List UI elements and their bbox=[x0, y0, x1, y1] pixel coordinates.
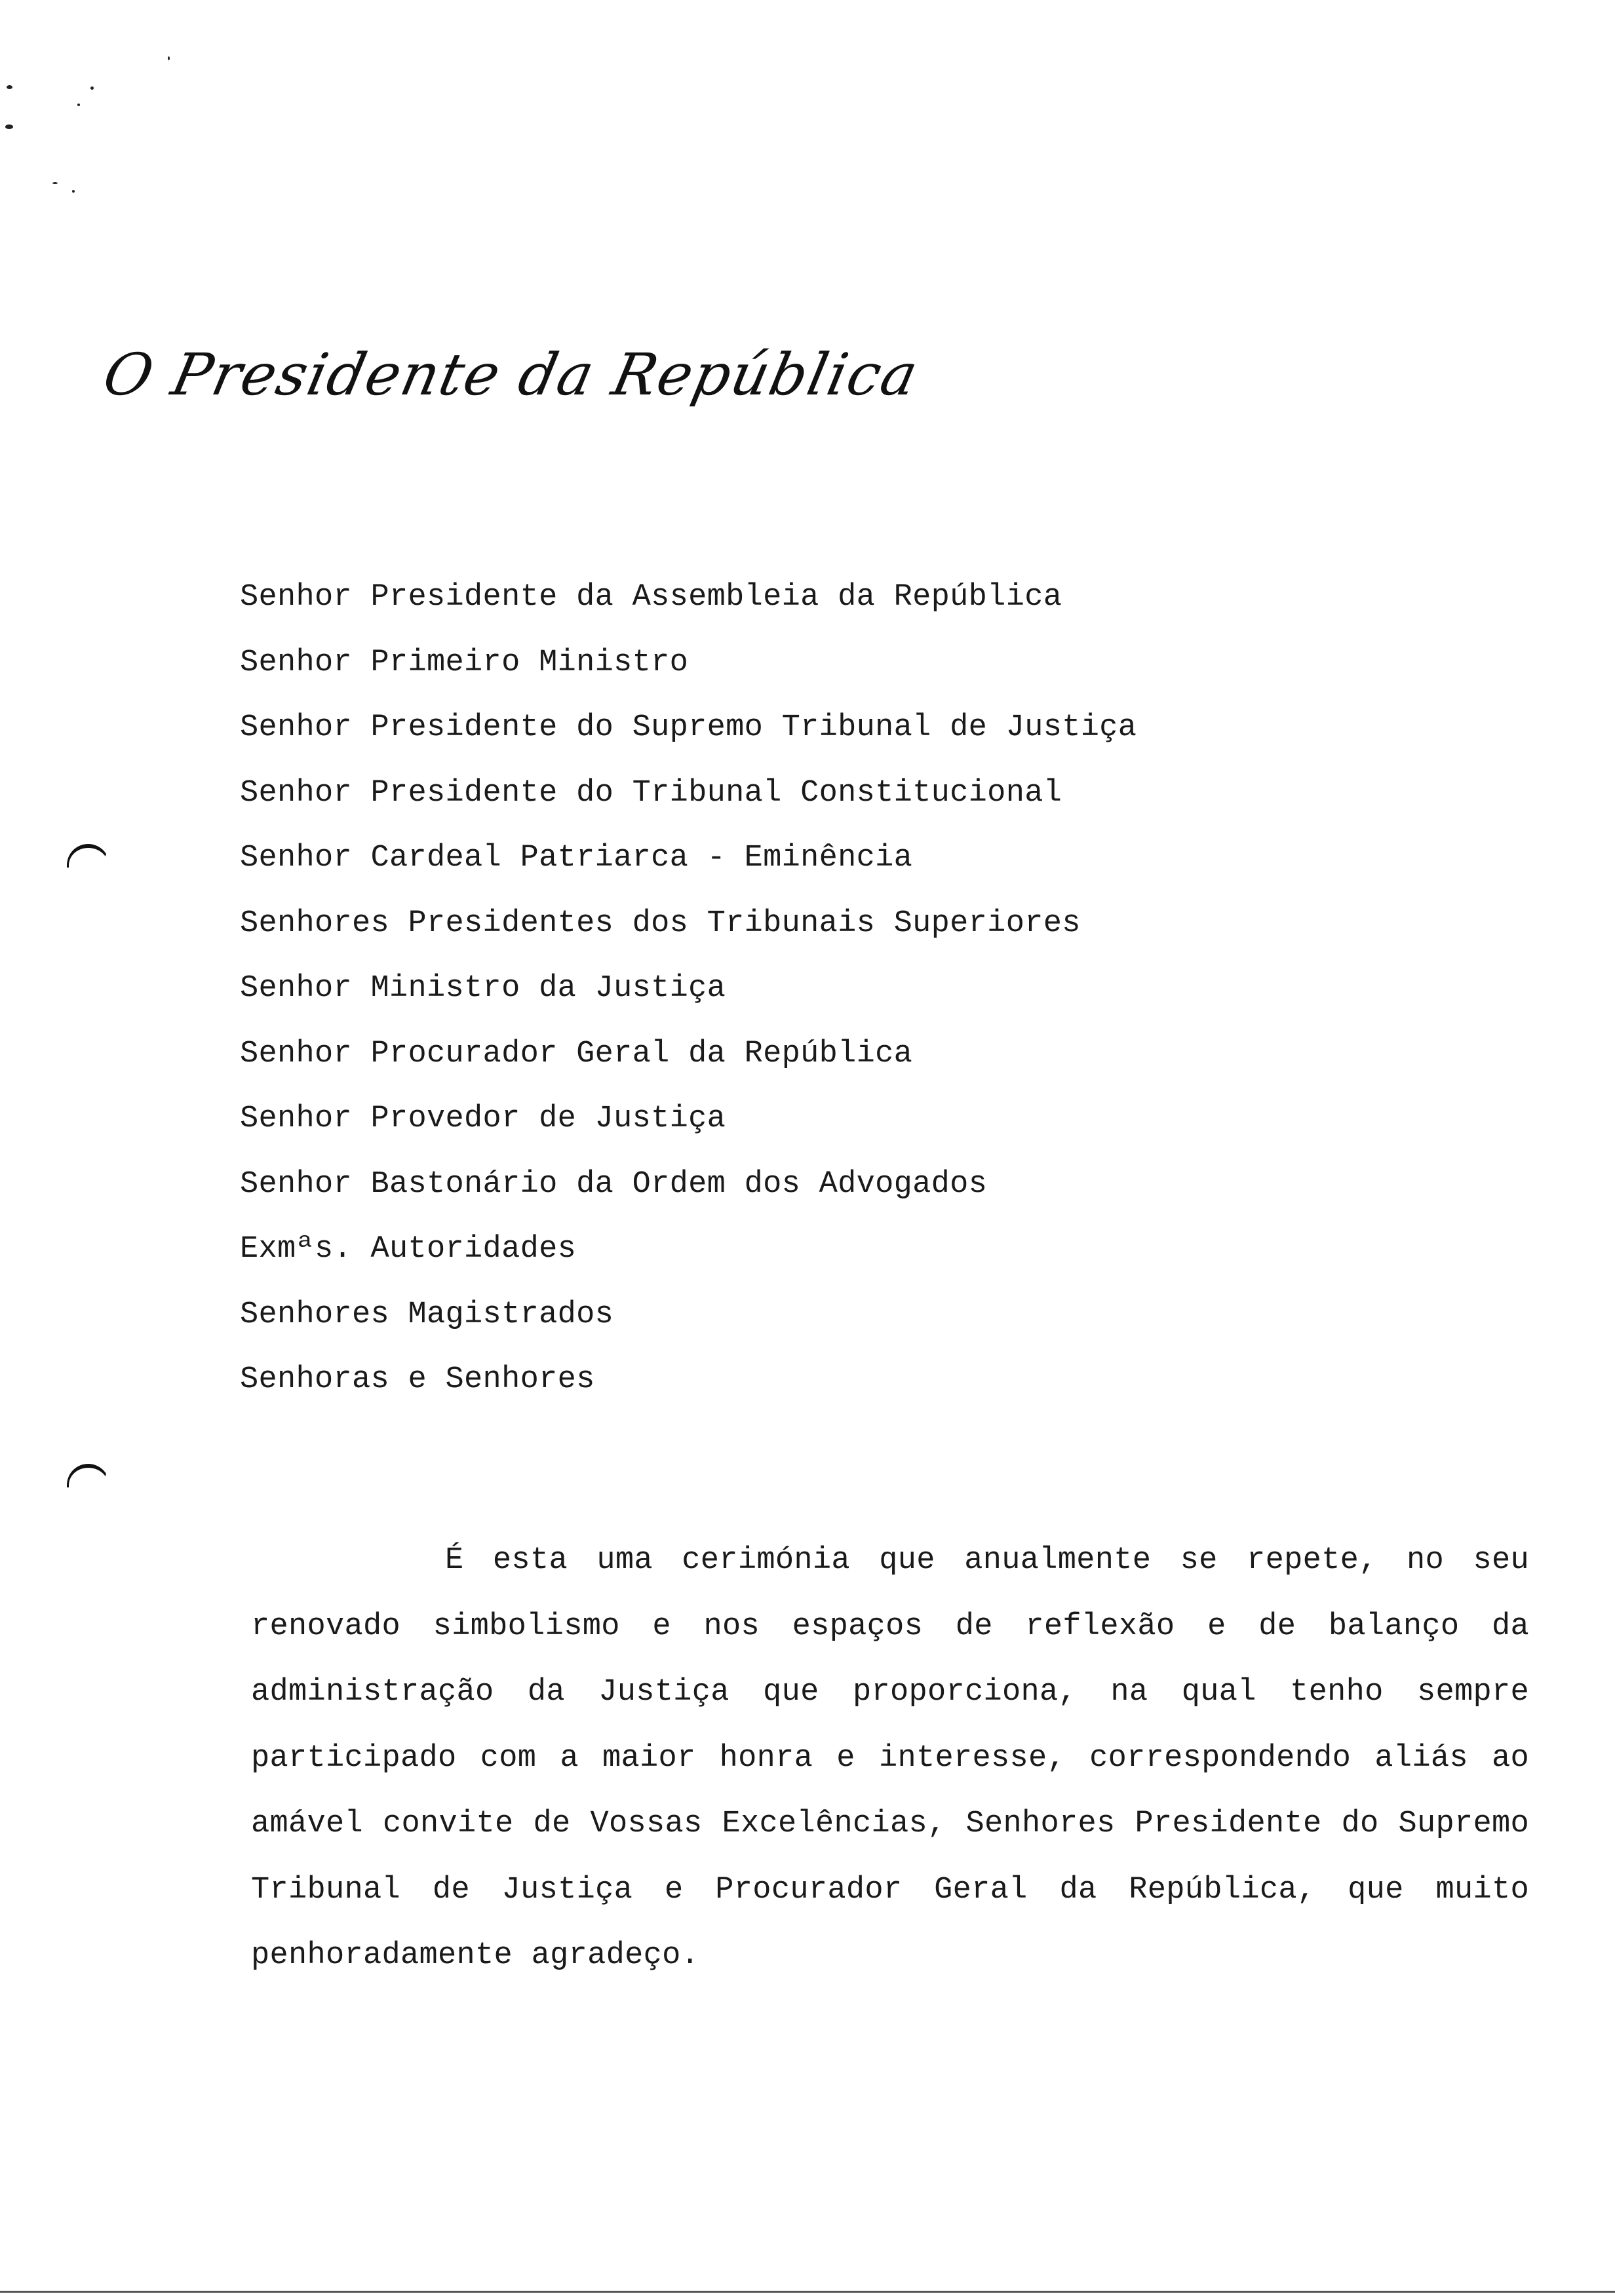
salutation-line: Senhor Bastonário da Ordem dos Advogados bbox=[240, 1166, 988, 1202]
scan-speck bbox=[168, 56, 170, 60]
body-paragraph: É esta uma cerimónia que anualmente se repete, no seu renovado simbolismo e nos espaços de reflexão e de balanço da administração da Justiça que proporciona, na qual tenho sempre participado com a maior honra e interesse, correspondendo aliás ao amável convite de Vossas Excelências, Senhores Presidente do Supremo Tribunal de Justiça e Procurador Geral da República, que muito penhoradamente agradeço. bbox=[251, 1543, 1529, 1973]
punch-hole-mark bbox=[67, 844, 109, 868]
page-bottom-edge bbox=[0, 2291, 1615, 2293]
salutation-line: Senhor Presidente do Supremo Tribunal de Justiça bbox=[240, 710, 1137, 745]
salutation-line: Exmªs. Autoridades bbox=[240, 1232, 577, 1267]
salutation-line: Senhor Ministro da Justiça bbox=[240, 971, 726, 1006]
salutation-line: Senhor Cardeal Patriarca - Eminência bbox=[240, 841, 913, 875]
scan-speck bbox=[77, 104, 80, 106]
salutation-line: Senhores Presidentes dos Tribunais Superiores bbox=[240, 906, 1081, 941]
punch-hole-mark bbox=[67, 1464, 109, 1487]
scan-speck bbox=[90, 86, 94, 90]
letterhead-title: O Presidente da República bbox=[98, 341, 925, 408]
salutation-line: Senhor Presidente do Tribunal Constitucional bbox=[240, 775, 1062, 811]
scan-speck bbox=[72, 190, 75, 193]
scan-speck bbox=[52, 182, 58, 184]
salutation-line: Senhor Presidente da Assembleia da República bbox=[240, 580, 1062, 615]
scan-speck bbox=[5, 124, 13, 129]
salutation-line: Senhor Primeiro Ministro bbox=[240, 645, 689, 680]
salutation-line: Senhor Procurador Geral da República bbox=[240, 1036, 913, 1071]
salutation-line: Senhor Provedor de Justiça bbox=[240, 1101, 726, 1136]
salutation-list bbox=[240, 565, 1137, 1413]
salutation-line: Senhores Magistrados bbox=[240, 1297, 614, 1332]
scan-speck bbox=[7, 85, 12, 89]
salutation-line: Senhoras e Senhores bbox=[240, 1362, 595, 1397]
